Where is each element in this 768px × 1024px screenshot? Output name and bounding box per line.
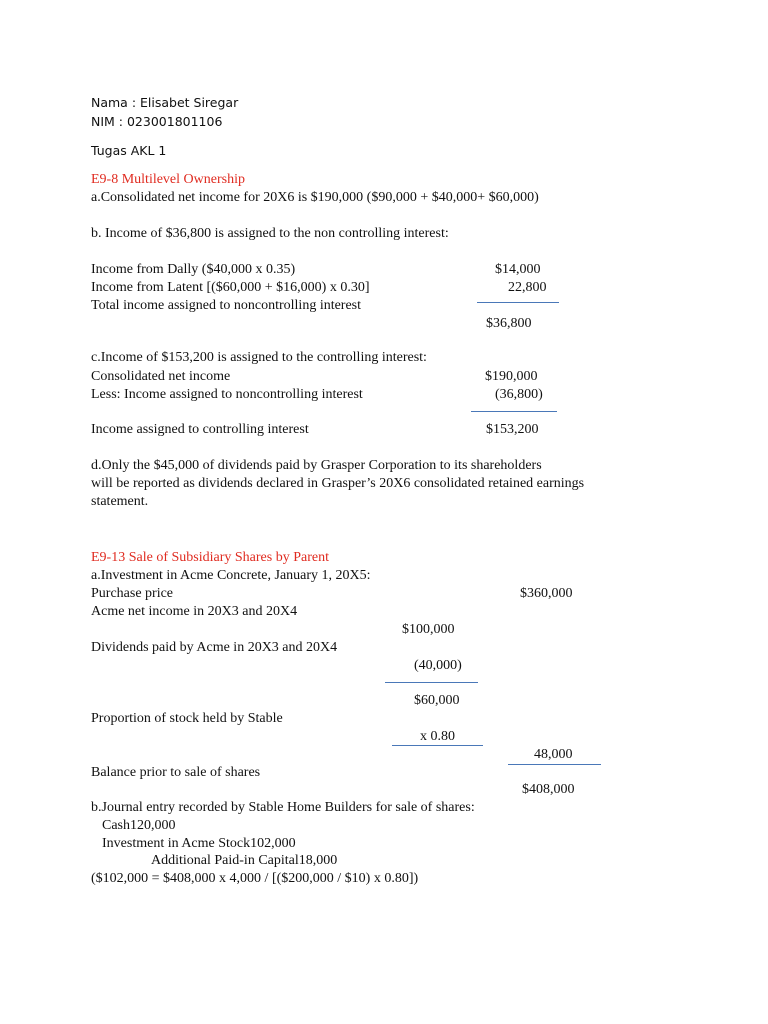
e9-8-part-d-line: statement.: [91, 494, 149, 509]
e9-8-part-d-line: will be reported as dividends declared in Grasper’s 20X6 consolidated retained earnings: [91, 476, 585, 491]
c-row-amount: (36,800): [495, 387, 543, 402]
b-row-amount: $14,000: [495, 262, 541, 277]
assignment-title: Tugas AKL 1: [91, 143, 167, 158]
student-nim: NIM : 023001801106: [91, 114, 223, 129]
c-row-label: Consolidated net income: [91, 369, 231, 384]
net-income-label: Acme net income in 20X3 and 20X4: [91, 604, 298, 619]
b-row-label: Total income assigned to noncontrolling interest: [91, 298, 362, 313]
subtotal-rule: [508, 764, 601, 765]
b-row-amount: 22,800: [508, 280, 547, 295]
b-row-label: Income from Dally ($40,000 x 0.35): [91, 262, 296, 277]
subtotal-rule: [477, 302, 559, 303]
e9-8-part-d-line: d.Only the $45,000 of dividends paid by Grasper Corporation to its shareholders: [91, 458, 542, 473]
b-row-label: Income from Latent [($60,000 + $16,000) x 0.30]: [91, 280, 370, 295]
student-name: Nama : Elisabet Siregar: [91, 95, 239, 110]
journal-formula: ($102,000 = $408,000 x 4,000 / [($200,000 / $10) x 0.80]): [91, 871, 419, 886]
balance-label: Balance prior to sale of shares: [91, 765, 261, 780]
purchase-label: Purchase price: [91, 586, 174, 601]
e9-13-part-b: b.Journal entry recorded by Stable Home Builders for sale of shares:: [91, 800, 475, 815]
purchase-amount: $360,000: [520, 586, 573, 601]
e9-8-part-a: a.Consolidated net income for 20X6 is $190,000 ($90,000 + $40,000+ $60,000): [91, 190, 539, 205]
subtotal-rule: [385, 682, 478, 683]
dividends-label: Dividends paid by Acme in 20X3 and 20X4: [91, 640, 338, 655]
journal-line: Cash120,000: [102, 818, 176, 833]
e9-13-heading: E9-13 Sale of Subsidiary Shares by Parent: [91, 550, 329, 565]
e9-8-heading: E9-8 Multilevel Ownership: [91, 172, 245, 187]
balance-amount: $408,000: [522, 782, 575, 797]
journal-line: Additional Paid-in Capital18,000: [151, 853, 338, 868]
c-row-amount: $190,000: [485, 369, 538, 384]
net-income-amount: $100,000: [402, 622, 455, 637]
e9-8-part-b: b. Income of $36,800 is assigned to the non controlling interest:: [91, 226, 449, 241]
c-row-label: Less: Income assigned to noncontrolling interest: [91, 387, 363, 402]
subtotal-amount: $60,000: [414, 693, 460, 708]
share-amount: 48,000: [534, 747, 573, 762]
b-total-amount: $36,800: [486, 316, 532, 331]
subtotal-rule: [392, 745, 483, 746]
c-result-label: Income assigned to controlling interest: [91, 422, 309, 437]
subtotal-rule: [471, 411, 557, 412]
c-result-amount: $153,200: [486, 422, 539, 437]
e9-13-part-a: a.Investment in Acme Concrete, January 1, 20X5:: [91, 568, 371, 583]
journal-line: Investment in Acme Stock102,000: [102, 836, 296, 851]
proportion-amount: x 0.80: [420, 729, 455, 744]
e9-8-part-c: c.Income of $153,200 is assigned to the controlling interest:: [91, 350, 427, 365]
proportion-label: Proportion of stock held by Stable: [91, 711, 283, 726]
dividends-amount: (40,000): [414, 658, 462, 673]
